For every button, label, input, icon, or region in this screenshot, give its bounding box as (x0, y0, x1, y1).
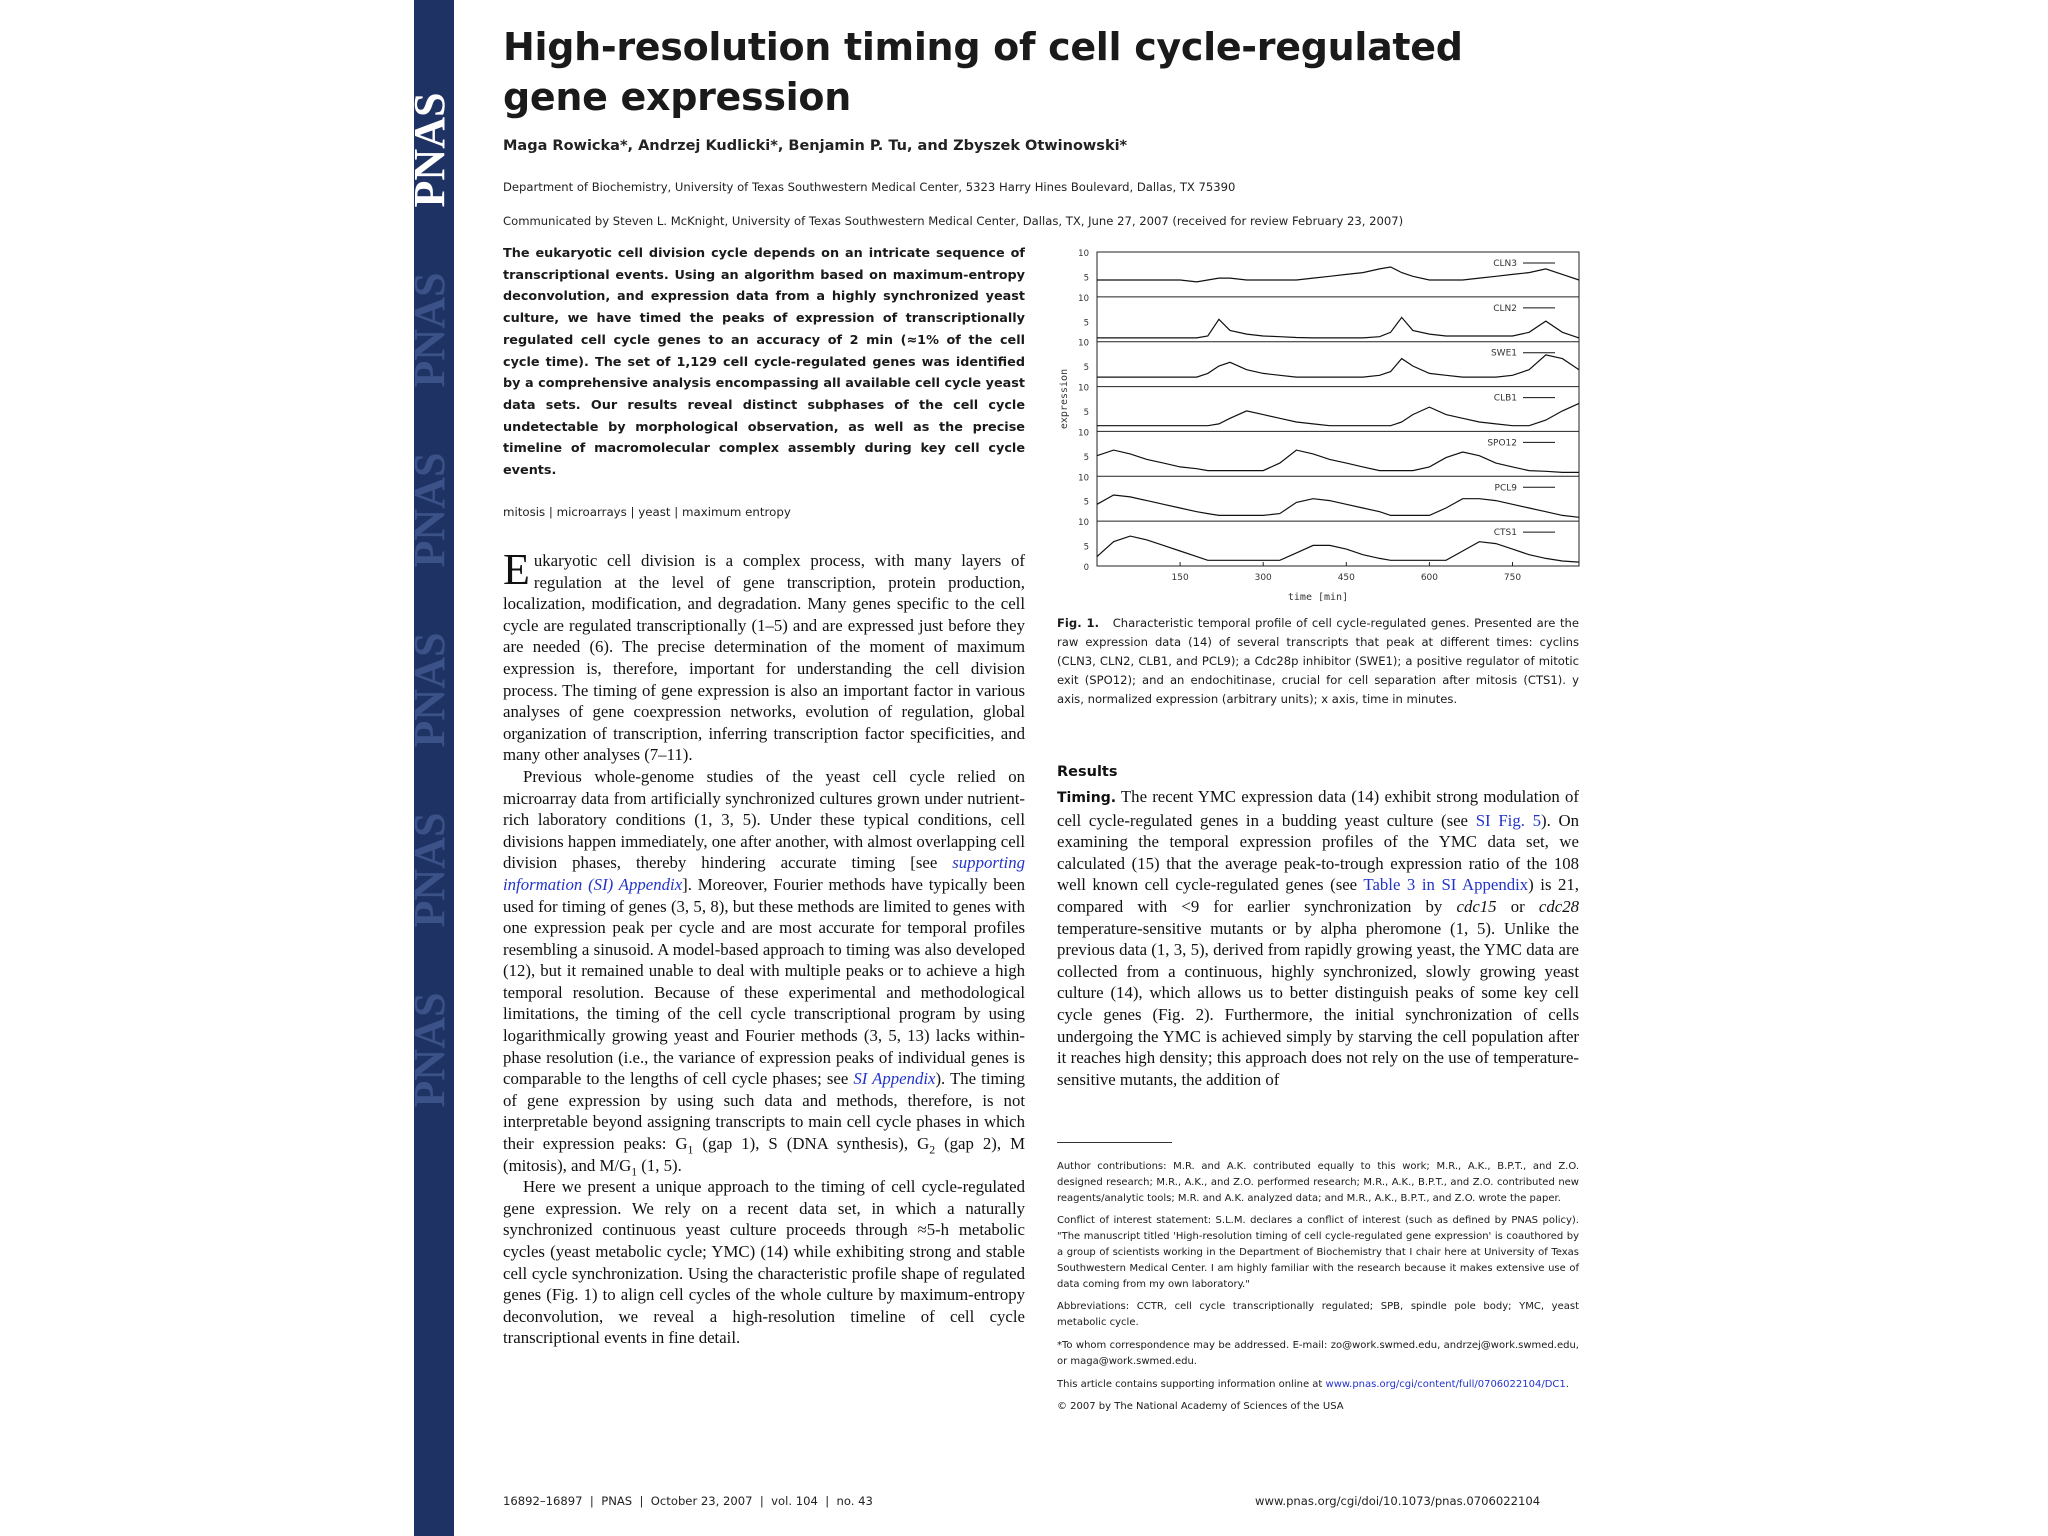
series-line-pcl9 (1097, 495, 1579, 517)
x-tick-label: 600 (1420, 573, 1439, 583)
paragraph-text: Previous whole-genome studies of the yeast cell cycle relied on microarray data from artificially synchronized cultures grown under nutrient-rich laboratory conditions (1, 3, 5). Under these typical conditions, cell divisions happen immediately, one after another, with almost overlapping cell division phases, thereby hindering accurate timing [see (503, 766, 1025, 873)
y-tick-label: 10 (1078, 249, 1089, 259)
footnote-rule (1057, 1142, 1172, 1143)
author-contributions: Author contributions: M.R. and A.K. contributed equally to this work; M.R., A.K., B.P.T., and Z.O. designed research; M.R., A.K., and Z.O. performed research; M.R., A.K., B.P.T., and Z.O. contributed new reagents/analytic tools; M.R. and A.K. analyzed data; and M.R., A.K., B.P.T., and Z.O. wrote the paper. (1057, 1161, 1579, 1204)
series-line-cln3 (1097, 267, 1579, 282)
paragraph-text: The recent YMC expression data (14) exhibit strong modulation of cell cycle-regulated genes in a budding yeast culture (see (1057, 787, 1579, 830)
paragraph-text: ). The timing of gene expression by using such data and methods, therefore, is not interpretable beyond assigning transcripts to main cell cycle phases in which their expression peaks: G (503, 1069, 1025, 1154)
timing-paragraph (1057, 786, 1579, 1090)
pnas-wordmark: PNAS (405, 452, 455, 568)
y-tick-label: 5 (1083, 408, 1089, 418)
y-tick-label: 5 (1083, 273, 1089, 284)
journal-side-bar (405, 0, 455, 1536)
x-tick-label: 750 (1503, 573, 1522, 583)
conflict-statement: Conflict of interest statement: S.L.M. declares a conflict of interest (such as defined by PNAS policy). "The manuscript titled 'High-resolution timing of cell cycle-regulated gene expression' is coauthored by a group of scientists working in the Department of Biochemistry that I chair here at University of Texas Southwestern Medical Center. I am highly familiar with the research because it makes extensive use of data coming from my own laboratory." (1057, 1215, 1579, 1290)
x-tick-label: 450 (1337, 573, 1355, 583)
intro-paragraph (503, 545, 1025, 766)
footnote-text: . (1565, 1378, 1569, 1390)
y-tick-label: 5 (1083, 452, 1089, 463)
author-list: Maga Rowicka*, Andrzej Kudlicki*, Benjamin P. Tu, and Zbyszek Otwinowski* (503, 138, 1128, 154)
x-tick-label: 150 (1171, 573, 1189, 583)
subscript: 1 (687, 1143, 694, 1157)
y-tick-label: 10 (1078, 338, 1089, 349)
x-axis-label: time [min] (1287, 592, 1349, 603)
y-tick-label: 5 (1083, 497, 1089, 508)
figure-label: Fig. 1. (1057, 616, 1099, 630)
abstract: The eukaryotic cell division cycle depends on an intricate sequence of transcriptional events. Using an algorithm based on maximum-entropy deconvolution, and expression data from a highly synchronized yeast culture, we have timed the peaks of expression of transcriptionally regulated cell cycle genes to an accuracy of 2 min (≈1% of the cell cycle time). The set of 1,129 cell cycle-regulated genes was identified by a comprehensive analysis encompassing all available cell cycle yeast data sets. Our results reveal distinct subphases of the cell cycle undetectable by morphological observation, as well as the precise timeline of macromolecular complex assembly during key cell cycle events. (503, 246, 1025, 479)
gene-name: cdc15 (1456, 896, 1497, 916)
y-tick-label: 10 (1078, 473, 1089, 484)
affiliation: Department of Biochemistry, University of Texas Southwestern Medical Center, 5323 Harry Hines Boulevard, Dallas, TX 75390 (503, 180, 1236, 194)
pnas-wordmark: PNAS (405, 812, 455, 928)
previous-studies-paragraph (503, 766, 1025, 1176)
footnotes (1057, 1159, 1579, 1422)
paragraph-text: (1, 5). (637, 1155, 682, 1175)
y-tick-label: 10 (1078, 293, 1089, 304)
legend-label: CLN2 (1493, 303, 1517, 314)
paragraph-text: or (1496, 896, 1539, 916)
figure-1-chart (1055, 244, 1585, 606)
plot-frame (1097, 252, 1579, 566)
pnas-wordmark: PNAS (405, 272, 455, 388)
legend-label: CTS1 (1493, 528, 1517, 539)
subscript: 2 (929, 1143, 936, 1157)
si-appendix-link[interactable]: supporting information (SI) Appendix (503, 853, 1025, 894)
paragraph-text: (gap 2), M (mitosis), and M/G (503, 1134, 1025, 1175)
footer-doi: www.pnas.org/cgi/doi/10.1073/pnas.0706022104 (1255, 1494, 1541, 1508)
footer-citation: 16892–16897 | PNAS | October 23, 2007 | vol. 104 | no. 43 (503, 1494, 873, 1508)
results-heading: Results (1057, 764, 1118, 780)
correspondence: *To whom correspondence may be addressed. E-mail: zo@work.swmed.edu, andrzej@work.swmed.edu, or maga@work.swmed.edu. (1057, 1339, 1579, 1367)
si-appendix-link-2[interactable]: SI Appendix (853, 1069, 936, 1089)
paragraph-text: ) is 21, compared with <9 for earlier synchronization by (1057, 875, 1579, 916)
footnote-text: This article contains supporting information online at (1057, 1378, 1326, 1390)
timing-lead: Timing. (1057, 790, 1117, 806)
legend-label: PCL9 (1494, 483, 1517, 494)
y-tick-label: 5 (1083, 318, 1089, 329)
legend-label: SPO12 (1487, 438, 1517, 449)
x-tick-label: 300 (1254, 573, 1272, 583)
title-line-1: High-resolution timing of cell cycle-regulated (503, 25, 1463, 69)
paragraph-text: ]. Moreover, Fourier methods have typically been used for timing of genes (3, 5, 8), but these methods are limited to genes with one expression peak per cycle and are most accurate for temporal profiles resembling a sinusoid. A model-based approach to timing was also developed (12), but it remained unable to deal with multiple peaks or to achieve a high temporal resolution. Because of these experimental and methodological limitations, the timing of the cell cycle transcriptional program by using logarithmically growing yeast and Fourier methods (3, 5, 13) lacks within-phase resolution (i.e., the variance of expression peaks of individual genes is comparable to the lengths of cell cycle phases; see (503, 874, 1025, 1089)
legend-label: CLB1 (1493, 393, 1517, 404)
supporting-info (1057, 1377, 1579, 1393)
drop-cap: E (503, 545, 530, 594)
subscript: 1 (631, 1164, 638, 1178)
y-tick-label: 0 (1083, 563, 1089, 573)
legend-label: SWE1 (1490, 348, 1517, 359)
si-fig-5-link[interactable]: SI Fig. 5 (1475, 810, 1541, 830)
title-line-2: gene expression (503, 75, 851, 119)
pnas-wordmark: PNAS (405, 992, 455, 1108)
y-tick-label: 10 (1078, 383, 1089, 394)
pnas-wordmark: PNAS (405, 92, 455, 208)
y-tick-label: 10 (1078, 428, 1089, 439)
series-line-cln2 (1097, 317, 1579, 338)
journal-logo-strip (405, 0, 455, 1536)
series-line-clb1 (1097, 403, 1579, 425)
paragraph-text: ). On examining the temporal expression profiles of the YMC data set, we calculated (15) that the average peak-to-trough expression ratio of the 108 well known cell cycle-regulated genes (see (1057, 810, 1579, 895)
abbreviations: Abbreviations: CCTR, cell cycle transcriptionally regulated; SPB, spindle pole body; YMC, yeast metabolic cycle. (1057, 1301, 1579, 1329)
intro-text: ukaryotic cell division is a complex process, with many layers of regulation at the level of gene transcription, protein production, localization, modification, and degradation. Many genes specific to the cell cycle are regulated transcriptionally (1–5) and are expressed just before they are needed (6). The precise determination of the moment of maximum expression is, therefore, important for understanding the cell division process. The timing of gene expression is also an important factor in various analyses of gene coexpression networks, evolution of regulation, global organization of transcription, inferring transcription factor specificities, and many other analyses (7–11). (503, 551, 1025, 765)
article-title (503, 22, 1503, 122)
communicated-by: Communicated by Steven L. McKnight, University of Texas Southwestern Medical Center, Dallas, TX, June 27, 2007 (received for review February 23, 2007) (503, 214, 1404, 228)
keywords: mitosis | microarrays | yeast | maximum entropy (503, 505, 791, 519)
y-tick-label: 5 (1083, 542, 1089, 553)
body-column-right (1057, 786, 1579, 1090)
paragraph-text: temperature-sensitive mutants or by alpha pheromone (1, 5). Unlike the previous data (1, 3, 5), derived from rapidly growing yeast, the YMC data are collected from a continuous, highly synchronized, slowly growing yeast culture (14), which allows us to better distinguish peaks of some key cell cycle genes (Fig. 2). Furthermore, the initial synchronization of cells undergoing the YMC is achieved simply by starving the cell population after it reaches high density; this approach does not rely on the use of temperature-sensitive mutants, the addition of (1057, 918, 1579, 1089)
table-3-link[interactable]: Table 3 in SI Appendix (1363, 875, 1529, 895)
series-line-cts1 (1097, 536, 1579, 562)
copyright: © 2007 by The National Academy of Sciences of the USA (1057, 1401, 1344, 1413)
approach-paragraph: Here we present a unique approach to the timing of cell cycle-regulated gene expression. We rely on a recent data set, in which a naturally synchronized continuous yeast culture proceeds through ≈5-h metabolic cycles (yeast metabolic cycle; YMC) (14) while exhibiting strong and stable cell cycle synchronization. Using the characteristic profile shape of regulated genes (Fig. 1) to align cell cycles of the whole culture by maximum-entropy deconvolution, we reveal a high-resolution timeline of cell cycle transcriptional events in fine detail. (503, 1177, 1025, 1348)
body-column-left (503, 545, 1025, 1349)
caption-text: Characteristic temporal profile of cell cycle-regulated genes. Presented are the raw expression data (14) of several transcripts that peak at different times: cyclins (CLN3, CLN2, CLB1, and PCL9); a Cdc28p inhibitor (SWE1); a positive regulator of mitotic exit (SPO12); and an endochitinase, crucial for cell separation after mitosis (CTS1). y axis, normalized expression (arbitrary units); x axis, time in minutes. (1057, 616, 1579, 706)
y-axis-label: expression (1059, 368, 1070, 430)
paragraph-text: (gap 1), S (DNA synthesis), G (693, 1134, 930, 1154)
gene-name: cdc28 (1538, 896, 1579, 916)
pnas-wordmark: PNAS (405, 632, 455, 748)
figure-caption (1057, 614, 1579, 709)
supporting-info-link[interactable]: www.pnas.org/cgi/content/full/0706022104/DC1 (1325, 1378, 1566, 1390)
y-tick-label: 10 (1078, 518, 1089, 529)
series-line-spo12 (1097, 450, 1579, 472)
legend-label: CLN3 (1493, 259, 1517, 269)
y-tick-label: 5 (1083, 363, 1089, 374)
